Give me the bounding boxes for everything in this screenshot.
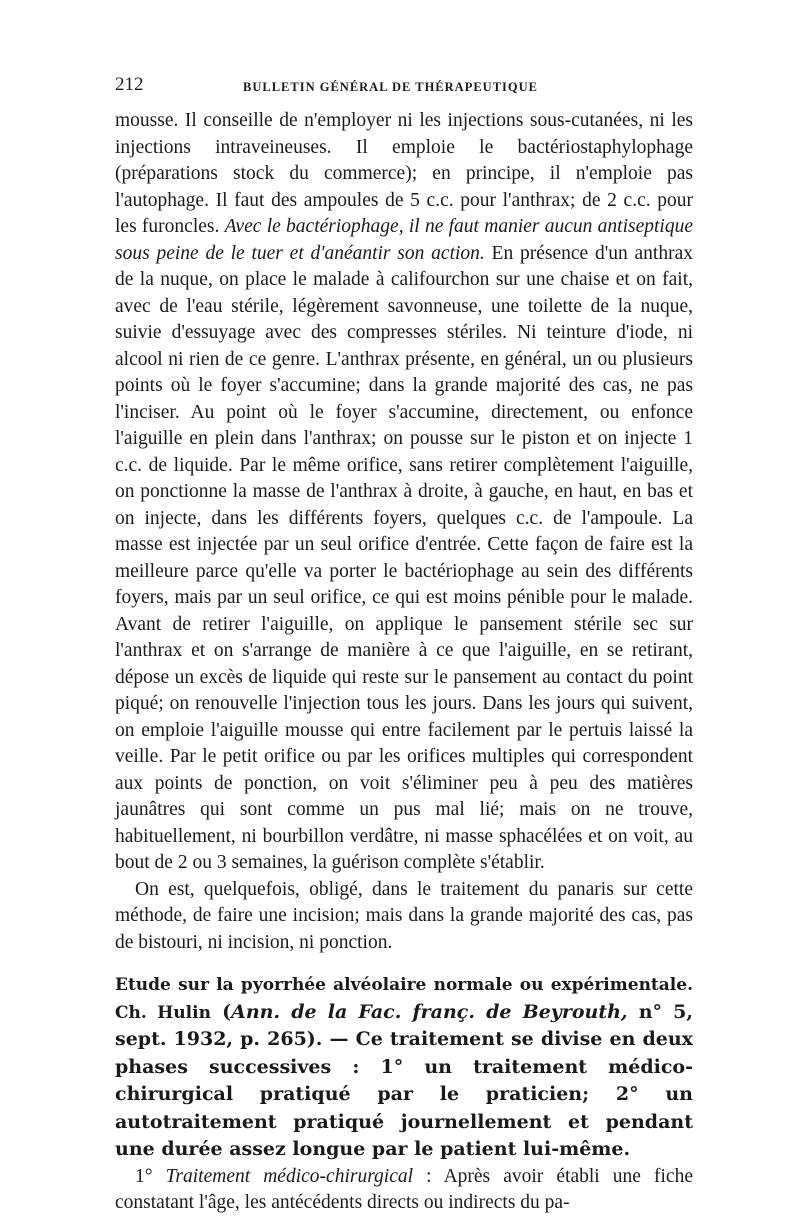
- italic-emphasis: Avec le bactériophage, il ne faut manier aucun antiseptique sous peine de le tuer et d'anéantir son action.: [115, 216, 693, 264]
- section-text: : Après avoir établi une fiche constatant l'âge, les antécédents directs ou indirects du pa-: [115, 1165, 693, 1213]
- section-paragraph: [115, 1164, 693, 1217]
- document-page: [115, 72, 693, 1217]
- section-title: Traitement médico-chirurgical: [165, 1165, 414, 1187]
- abstract-title: Etude sur la pyorrhée alvéolaire normale ou expérimentale. Ch. Hulin: [115, 975, 693, 1023]
- abstract-source-open: (: [210, 1000, 232, 1023]
- abstract-source-text: n° 5, sept. 1932, p. 265). — Ce traitement se divise en deux phases successives : 1° un traitement médico-chirurgical pratiqué par le praticien; 2° un autotraitement pratiqué journellement et pendant une durée assez longue par le patient lui-même.: [115, 1000, 693, 1160]
- body-paragraph-panaris: On est, quelquefois, obligé, dans le traitement du panaris sur cette méthode, de faire une incision; mais dans la grande majorité des cas, pas de bistouri, ni incision, ni ponction.: [115, 878, 693, 953]
- abstract-source-journal: Ann. de la Fac. franç. de Beyrouth,: [231, 1000, 628, 1023]
- paragraph-text: En présence d'un anthrax de la nuque, on place le malade à califourchon sur une chaise et on fait, avec de l'eau stérile, légèrement savonneuse, une toilette de la nuque, suivie d'essuyage avec des compresses stériles. Ni teinture d'iode, ni alcool ni rien de ce genre. L'anthrax présente, en général, un ou plusieurs points où le foyer s'accumine; dans la grande majorité des cas, ne pas l'inciser. Au point où le foyer s'accumine, directement, ou enfonce l'aiguille en plein dans l'anthrax; on pousse sur le piston et on injecte 1 c.c. de liquide. Par le même orifice, sans retirer complètement l'aiguille, on ponctionne la masse de l'anthrax à droite, à gauche, en haut, en bas et on injecte, dans les différents foyers, quelques c.c. de l'ampoule. La masse est injectée par un seul orifice d'entrée. Cette façon de faire est la meilleure parce qu'elle va porter le bactériophage au sein des différents foyers, mais par un seul orifice, ce qui est moins pénible pour le malade. Avant de retirer l'aiguille, on applique le pansement stérile sec sur l'anthrax et on s'arrange de manière à ce que l'aiguille, en se retirant, dépose un excès de liquide qui reste sur le pansement au contact du point piqué; on renouvelle l'injection tous les jours. Dans les jours qui suivent, on emploie l'aiguille mousse qui entre facilement par le pertuis laissé la veille. Par le petit orifice ou par les orifices multiples qui correspondent aux points de ponction, on voit s'éliminer peu à peu des matières jaunâtres qui sont comme un pus mal lié; mais on ne trouve, habituellement, ni bourbillon verdâtre, ni masse sphacélées et on voit, au bout de 2 ou 3 semaines, la guérison complète s'établir.: [115, 242, 693, 873]
- page-number: 212: [115, 74, 144, 95]
- body-paragraph-anthrax: [115, 108, 693, 877]
- section-number: 1°: [135, 1165, 166, 1187]
- journal-title: BULLETIN GÉNÉRAL DE THÉRAPEUTIQUE: [243, 80, 538, 94]
- paragraph-text: mousse. Il conseille de n'employer ni les injections sous-cutanées, ni les injections intraveineuses. Il emploie le bactériostaphylophage (préparations stock du commerce); en principe, il n'emploie pas l'autophage. Il faut des ampoules de 5 c.c. pour l'anthrax; de 2 c.c. pour les furoncles.: [115, 110, 693, 237]
- abstract-paragraph: [115, 972, 693, 1164]
- running-head: [115, 72, 693, 108]
